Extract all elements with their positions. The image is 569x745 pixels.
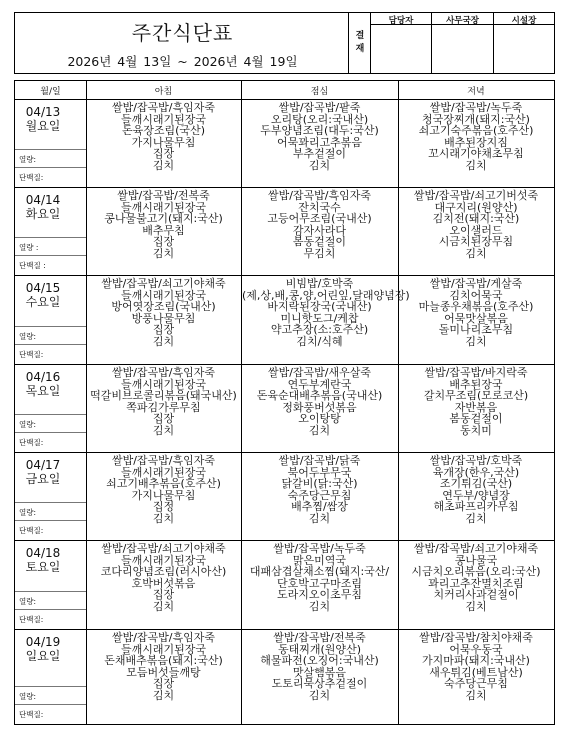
menu-item: 집정	[152, 500, 175, 514]
approval-label-box	[349, 13, 371, 74]
menu-item: 도라지오이초무침	[276, 588, 362, 602]
menu-item: 떡갈비브로콜리볶음(돼국내산)	[90, 389, 237, 403]
calorie-label: 열량:	[19, 692, 37, 701]
menu-item: 대패삼겹살채소찜(돼지:국산/	[249, 565, 390, 579]
meal-cell-breakfast	[87, 455, 240, 525]
menu-item: 들깨시래기된장국	[120, 288, 206, 302]
menu-item: 김치어묵국	[449, 288, 503, 302]
calorie-label: 열량:	[19, 155, 37, 164]
menu-item: 해물파전(오징어:국내산)	[260, 654, 379, 668]
menu-item: 가지나물무침	[131, 488, 196, 502]
meal-cell-breakfast	[87, 278, 240, 348]
menu-item: 들깨시래기된장국	[120, 553, 206, 567]
menu-item: 모듬버섯들깨탕	[126, 665, 201, 679]
protein-label: 단백질 :	[19, 261, 46, 270]
menu-item: 두부양념조림(대두:국산)	[260, 124, 379, 138]
approval-slot-director	[432, 13, 494, 74]
menu-item: 쌀밥/잡곡밥/전복죽	[117, 189, 210, 202]
menu-item: 배추무침	[142, 223, 185, 237]
meal-cell-breakfast	[87, 543, 240, 613]
weekday-label: 수요일	[25, 295, 61, 309]
menu-item: 무김치	[303, 246, 336, 260]
menu-item: 어묵우동국	[449, 642, 503, 656]
menu-item: 김치	[308, 599, 331, 613]
menu-row	[15, 629, 554, 724]
menu-row	[15, 99, 554, 187]
menu-item: 집장	[152, 412, 175, 426]
menu-item: 잔치국수	[298, 200, 341, 214]
menu-item: 쌀밥/잡곡밥/쇠고기야채죽	[101, 277, 226, 290]
protein-label: 단백질:	[19, 526, 44, 535]
menu-item: 김치	[152, 158, 175, 172]
menu-item: 쌀밥/잡곡밥/팥죽	[278, 101, 361, 114]
protein-label: 단백질:	[19, 173, 44, 182]
meal-cell-dinner	[399, 102, 553, 172]
menu-item: 배추된장국	[449, 377, 503, 391]
approval-role: 담당자	[388, 16, 414, 26]
meal-cell-lunch	[242, 455, 397, 525]
menu-item: 시금치된장무침	[438, 235, 514, 249]
approval-block	[349, 12, 555, 74]
meal-cell-dinner	[399, 455, 553, 525]
meal-cell-breakfast	[87, 632, 240, 702]
menu-item: 쇠고기숙주볶음(호주산)	[418, 124, 534, 138]
date-label: 04/13	[25, 105, 61, 119]
menu-item: 쌀밥/잡곡밥/참치야채죽	[419, 631, 533, 644]
column-header-lunch: 점심	[310, 87, 329, 97]
menu-item: 꽈리고추잔멸치조림	[428, 576, 524, 590]
day-cell	[17, 281, 69, 309]
menu-item: 들깨시래기된장국	[120, 642, 206, 656]
menu-item: 김치	[152, 599, 175, 613]
menu-item: 들깨시래기된장국	[120, 112, 206, 126]
menu-item: 숙주당근무침	[444, 677, 508, 691]
menu-item: 도토리묵상추겉절이	[271, 677, 368, 691]
menu-row	[15, 540, 554, 629]
menu-item: 감자사라다	[292, 223, 347, 237]
menu-item: 가지마파(돼지:국내산)	[422, 654, 530, 668]
meal-cell-lunch	[242, 543, 397, 613]
meal-cell-lunch	[242, 277, 410, 348]
menu-item: 오이샐러드	[449, 223, 503, 237]
menu-item: 새우튀김(베트남산)	[429, 665, 523, 679]
weekday-label: 화요일	[25, 207, 61, 221]
menu-item: 쌀밥/잡곡밥/녹두죽	[273, 542, 366, 555]
menu-item: 어묵맛살볶음	[444, 311, 508, 325]
menu-item: 쌀밥/잡곡밥/흑임자죽	[111, 454, 216, 467]
menu-item: 김치	[308, 158, 331, 172]
menu-row	[15, 452, 554, 540]
day-cell	[17, 546, 69, 574]
weekday-label: 목요일	[25, 384, 61, 398]
menu-item: 김치	[308, 511, 331, 525]
menu-item: 돈채배추볶음(돼지:국산)	[104, 654, 223, 668]
menu-row	[15, 275, 554, 364]
weekday-label: 금요일	[25, 472, 61, 486]
menu-item: 봄동겉절이	[292, 235, 347, 249]
menu-item: 쌀밥/잡곡밥/게살죽	[429, 277, 523, 290]
menu-item: 연두부/양념장	[442, 488, 510, 502]
menu-item: 가지나물무침	[131, 135, 196, 149]
menu-item: 김치	[465, 599, 487, 613]
menu-item: 집장	[152, 147, 175, 161]
menu-item: 비빔밥/호박죽	[285, 277, 354, 290]
menu-item: 김치전(돼지:국산)	[432, 212, 520, 226]
menu-item: 고등어무조림(국내산)	[267, 212, 372, 226]
menu-item: 돈육순대배추볶음(국내산)	[256, 389, 383, 403]
menu-item: 단호박고구마조림	[276, 576, 362, 590]
menu-item: 쌀밥/잡곡밥/흑임자죽	[111, 101, 216, 114]
menu-item: 쌀밥/잡곡밥/전복죽	[273, 631, 366, 644]
approval-slot-head	[494, 13, 554, 74]
menu-item: 콩나물국	[454, 553, 498, 567]
menu-item: 약고추장(소:호주산)	[270, 323, 369, 337]
menu-item: 쌀밥/잡곡밥/닭죽	[278, 454, 361, 467]
weekday-label: 일요일	[25, 649, 61, 663]
day-cell	[17, 193, 69, 221]
day-cell	[17, 370, 69, 398]
menu-item: 김치	[308, 688, 331, 702]
menu-item: 어묵꽈리고추볶음	[276, 135, 362, 149]
menu-item: 김치	[152, 688, 175, 702]
day-cell	[17, 635, 69, 663]
menu-item: 집장	[152, 323, 175, 337]
meal-cell-breakfast	[87, 102, 240, 172]
menu-item: 동치미	[460, 423, 492, 437]
menu-item: 쌀밥/잡곡밥/흑임자죽	[111, 631, 216, 644]
menu-item: 호박버섯볶음	[131, 576, 196, 590]
meal-cell-lunch	[242, 632, 397, 702]
menu-item: 쌀밥/잡곡밥/쇠고기야채죽	[101, 542, 226, 555]
menu-item: 쌀밥/잡곡밥/쇠고기버섯죽	[413, 189, 539, 202]
approval-role: 사무국장	[446, 16, 479, 26]
day-cell	[17, 105, 69, 133]
menu-item: 김치	[152, 423, 175, 437]
date-label: 04/14	[25, 193, 61, 207]
meal-cell-lunch	[242, 102, 397, 172]
menu-item: 동태찌개(원양산)	[278, 642, 361, 656]
meal-cell-dinner	[399, 632, 553, 702]
menu-item: 김치	[465, 688, 487, 702]
menu-item: 코다리양념조림(러시아산)	[100, 565, 227, 579]
menu-row	[15, 187, 554, 275]
weekly-menu-table	[14, 80, 555, 725]
menu-item: 북어두부무국	[287, 465, 352, 479]
meal-cell-breakfast	[87, 367, 240, 437]
menu-period: 2026년 4월 13일 ~ 2026년 4월 19일	[67, 54, 298, 69]
menu-item: 맑은미역국	[292, 553, 347, 567]
menu-item: 쌀밥/잡곡밥/흑임자죽	[111, 366, 216, 379]
menu-item: 김치/식혜	[296, 334, 343, 348]
date-label: 04/15	[25, 281, 61, 295]
meal-cell-breakfast	[87, 190, 240, 260]
menu-item: 들깨시래기된장국	[120, 465, 206, 479]
menu-item: 청국장찌개(돼지:국산)	[422, 112, 530, 126]
menu-item: 김치	[152, 511, 175, 525]
menu-item: 육개장(한우,국산)	[432, 465, 520, 479]
page-title: 주간식단표	[131, 21, 234, 45]
menu-item: 들깨시래기된장국	[120, 377, 206, 391]
calorie-label: 열량:	[19, 508, 37, 517]
column-header-day: 월/일	[40, 87, 61, 97]
menu-item: 김치	[152, 334, 175, 348]
menu-item: 쌀밥/잡곡밥/새우살죽	[267, 366, 372, 379]
menu-item: 꼬시래기야채초무침	[428, 147, 524, 161]
column-header-dinner: 저녁	[467, 87, 485, 97]
date-label: 04/17	[25, 458, 61, 472]
menu-item: 김치	[465, 511, 487, 525]
menu-item: 쪽파김가루무침	[126, 400, 201, 414]
meal-cell-dinner	[399, 278, 553, 348]
approval-role: 시설장	[511, 16, 537, 26]
menu-item: 쌀밥/잡곡밥/녹두죽	[429, 101, 523, 114]
menu-item: 김치	[465, 158, 487, 172]
protein-label: 단백질:	[19, 710, 44, 719]
calorie-label: 열량 :	[19, 243, 39, 252]
menu-item: 김치	[308, 423, 331, 437]
menu-item: 방어엿장조림(국내산)	[111, 300, 216, 314]
menu-item: 집장	[152, 235, 175, 249]
menu-item: 치커리사과겉절이	[433, 588, 519, 602]
menu-item: 맛살햄볶음	[292, 665, 347, 679]
menu-item: 방풍나물무침	[131, 311, 196, 325]
protein-label: 단백질:	[19, 615, 44, 624]
menu-item: (제,상,배,콩,양,어린잎,달래양념장)	[242, 288, 410, 302]
approval-label: 결 재	[355, 31, 365, 54]
calorie-label: 열량:	[19, 597, 37, 606]
menu-item: 오리탕(오리:국내산)	[270, 112, 369, 126]
menu-item: 쌀밥/잡곡밥/쇠고기야채죽	[413, 542, 539, 555]
menu-item: 오이탕탕	[298, 412, 341, 426]
menu-item: 들깨시래기된장국	[120, 200, 206, 214]
protein-label: 단백질:	[19, 350, 44, 359]
menu-item: 집장	[152, 677, 175, 691]
menu-item: 봄동겉절이	[449, 412, 503, 426]
date-label: 04/19	[25, 635, 61, 649]
menu-item: 쌀밥/잡곡밥/호박죽	[429, 454, 523, 467]
menu-item: 시금치오리볶음(오리:국산)	[411, 565, 541, 579]
menu-item: 숙주당근무침	[287, 488, 352, 502]
meal-cell-lunch	[242, 190, 397, 260]
menu-item: 바지락된장국(국내산)	[267, 300, 372, 314]
weekday-label: 토요일	[25, 560, 61, 574]
menu-item: 쇠고기배추볶음(호주산)	[106, 477, 221, 491]
menu-item: 닭갈비(닭:국산)	[281, 477, 358, 491]
title-block	[14, 12, 349, 74]
meal-cell-lunch	[242, 367, 397, 437]
menu-row	[15, 364, 554, 452]
menu-item: 쌀밥/잡곡밥/흑임자죽	[267, 189, 372, 202]
column-header-breakfast: 아침	[154, 87, 173, 97]
menu-item: 김치	[465, 246, 487, 260]
menu-item: 콩나물불고기(돼지:국산)	[104, 212, 223, 226]
meal-cell-dinner	[399, 543, 553, 613]
menu-item: 쌀밥/잡곡밥/바지락죽	[424, 366, 528, 379]
day-cell	[17, 458, 69, 486]
approval-slot-manager	[371, 13, 432, 74]
calorie-label: 열량:	[19, 420, 37, 429]
menu-item: 정화풍버섯볶음	[282, 400, 357, 414]
menu-item: 마늘종우채볶음(호주산)	[418, 300, 534, 314]
menu-item: 조기튀김(국산)	[439, 477, 513, 491]
menu-item: 미니핫도그/케찹	[280, 311, 359, 325]
menu-item: 김치	[152, 246, 175, 260]
menu-item: 대구지리(원양산)	[434, 200, 518, 214]
menu-item: 자반볶음	[454, 400, 498, 414]
menu-item: 연두부계란국	[287, 377, 352, 391]
menu-item: 돌미나리초무침	[438, 323, 514, 337]
menu-item: 배추찜/쌈장	[291, 500, 348, 514]
date-label: 04/18	[25, 546, 61, 560]
menu-item: 부추겉절이	[292, 147, 347, 161]
calorie-label: 열량:	[19, 332, 37, 341]
menu-item: 집장	[152, 588, 175, 602]
menu-item: 김치	[465, 334, 487, 348]
menu-item: 돈육장조림(국산)	[122, 124, 205, 138]
protein-label: 단백질:	[19, 438, 44, 447]
meal-cell-dinner	[399, 190, 553, 260]
date-label: 04/16	[25, 370, 61, 384]
menu-item: 배추된장지짐	[444, 135, 508, 149]
weekday-label: 월요일	[25, 119, 61, 133]
meal-cell-dinner	[399, 367, 553, 437]
menu-item: 해초파프리카무침	[433, 500, 519, 514]
menu-item: 갈치무조림(모로코산)	[423, 389, 529, 403]
